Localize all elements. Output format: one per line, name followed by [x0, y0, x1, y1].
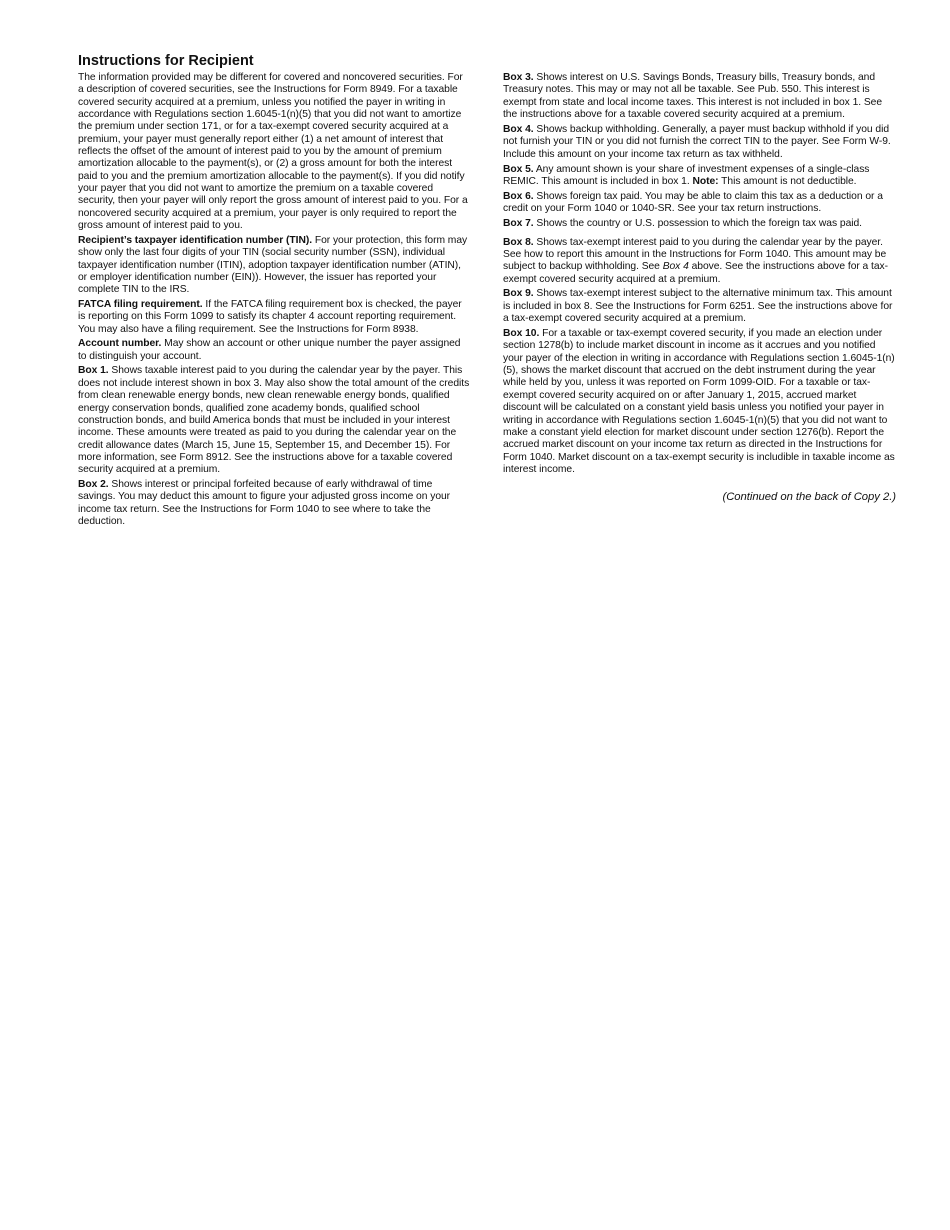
tin-heading: Recipient’s taxpayer identification number (TIN). [78, 234, 313, 246]
box3-heading: Box 3. [503, 72, 534, 83]
box5-heading: Box 5. [503, 163, 534, 175]
box5-text: Any amount shown is your share of investment expenses of a single-class REMIC. This amount is included in box 1. [503, 163, 870, 187]
box8-heading: Box 8. [503, 236, 534, 248]
box6-paragraph [503, 191, 896, 216]
box4-heading: Box 4. [503, 123, 534, 135]
box9-paragraph [503, 288, 896, 325]
box9-heading: Box 9. [503, 288, 534, 300]
box2-paragraph [78, 479, 471, 528]
box5-paragraph [503, 164, 896, 189]
box1-paragraph [78, 365, 471, 476]
box6-text: Shows foreign tax paid. You may be able to claim this tax as a deduction or a credit on your Form 1040 or 1040-SR. See your tax return instructions. [503, 190, 883, 215]
account-paragraph [78, 338, 471, 363]
box8-text-b: above. See the instructions above for a tax-exempt covered security acquired at a premium. [503, 261, 889, 285]
account-heading: Account number. [78, 338, 162, 350]
right-column [503, 72, 896, 504]
box7-heading: Box 7. [503, 218, 534, 230]
box3-text: Shows interest on U.S. Savings Bonds, Treasury bills, Treasury bonds, and Treasury notes. This may or may not all be taxable. See Pub. 550. This interest is exempt from state and local income taxes. This interest is not included in box 1. See the instructions above for a taxable covered security acquired at a premium. [503, 72, 883, 121]
account-text: May show an account or other unique number the payer assigned to distinguish your account. [78, 338, 461, 362]
continued-note: (Continued on the back of Copy 2.) [722, 491, 896, 504]
box10-heading: Box 10. [503, 328, 540, 340]
box8-italic-ref: Box 4 [662, 261, 689, 273]
box9-text: Shows tax-exempt interest subject to the alternative minimum tax. This amount is included in box 8. See the Instructions for Form 6251. See the instructions above for a tax-exempt covered security acquired at a premium. [503, 288, 893, 325]
box7-paragraph [503, 218, 896, 230]
fatca-text: If the FATCA filing requirement box is checked, the payer is reporting on this Form 1099 to satisfy its chapter 4 account reporting requirement. You may also have a filing requirement. See the Instructions for Form 8938. [78, 298, 462, 335]
intro-text: The information provided may be different for covered and noncovered securities. For a description of covered securities, see the Instructions for Form 8949. For a taxable covered security acquired at a premium, unless you notified the payer in writing in accordance with Regulations section 1.6045-1(n)(5) that you did not want to amortize the premium under section 171, or for a tax-exempt covered security acquired at a premium, your payer must generally report either (1) a net amount of interest that reflects the offset of the amount of interest paid to you by the amount of premium amortization allocable to the payment(s), or (2) a gross amount for both the interest paid to you and the premium amortization allocable to the payment(s). If you did notify your payer that you did not want to amortize the premium on a taxable covered security, then your payer will only report the gross amount of interest paid to you. For a noncovered security acquired at a premium, your payer is only required to report the gross amount of interest paid to you. [78, 72, 468, 232]
box10-paragraph [503, 328, 896, 476]
box2-heading: Box 2. [78, 478, 109, 490]
box5-note-text: This amount is not deductible. [718, 175, 857, 187]
box8-paragraph [503, 237, 896, 286]
box1-heading: Box 1. [78, 365, 109, 377]
box7-text: Shows the country or U.S. possession to which the foreign tax was paid. [533, 218, 862, 230]
fatca-paragraph [78, 299, 471, 336]
box2-text: Shows interest or principal forfeited because of early withdrawal of time savings. You may deduct this amount to figure your adjusted gross income on your income tax return. See the Instructions for Form 1040 to see where to take the deduction. [78, 478, 451, 527]
box6-heading: Box 6. [503, 190, 534, 202]
fatca-heading: FATCA filing requirement. [78, 298, 203, 310]
box4-text: Shows backup withholding. Generally, a payer must backup withhold if you did not furnish your TIN or you did not furnish the correct TIN to the payer. See Form W-9. Include this amount on your income tax return as tax withheld. [503, 123, 891, 160]
box8-text-a: Shows tax-exempt interest paid to you during the calendar year by the payer. See how to report this amount in the Instructions for Form 1040. This amount may be subject to backup withholding. See [503, 236, 887, 273]
box3-paragraph [503, 72, 896, 121]
tin-text: For your protection, this form may show only the last four digits of your TIN (social security number (SSN), individual taxpayer identification number (ITIN), adoption taxpayer identification number (ATIN), or employer identification number (EIN)). However, the issuer has reported your complete TIN to the IRS. [78, 234, 468, 296]
page-title: Instructions for Recipient [78, 53, 254, 69]
box5-note-heading: Note: [692, 175, 719, 187]
box10-text: For a taxable or tax-exempt covered security, if you made an election under section 1278(b) to include market discount in income as it accrues and you notified your payer of the election in writing in accordance with Regulations section 1.6045-1(n)(5), shows the market discount that accrued on the debt instrument during the year while held by you, unless it was reported on Form 1099-OID. For a taxable or tax-exempt covered security acquired on or after January 1, 2015, accrued market discount will be calculated on a constant yield basis unless you notified your payer in writing in accordance with Regulations section 1.6045-1(n)(5) that you did not want to make a constant yield election for market discount under section 1276(b). Report the accrued market discount on your income tax return as directed in the Instructions for Form 1040. Market discount on a tax-exempt security is includible in taxable income as interest income. [503, 328, 895, 475]
tin-paragraph [78, 235, 471, 297]
left-column [78, 72, 471, 531]
box1-text: Shows taxable interest paid to you during the calendar year by the payer. This does not include interest shown in box 3. May also show the total amount of the credits from clean renewable energy bonds, new clean renewable energy bonds, qualified energy conservation bonds, qualified zone academy bonds, qualified school construction bonds, and build America bonds that must be included in your interest income. These amounts were treated as paid to you during the calendar year on the credit allowance dates (March 15, June 15, September 15, and December 15). For more information, see Form 8912. See the instructions above for a taxable covered security acquired at a premium. [78, 365, 470, 476]
intro-paragraph [78, 72, 471, 232]
box4-paragraph [503, 124, 896, 161]
